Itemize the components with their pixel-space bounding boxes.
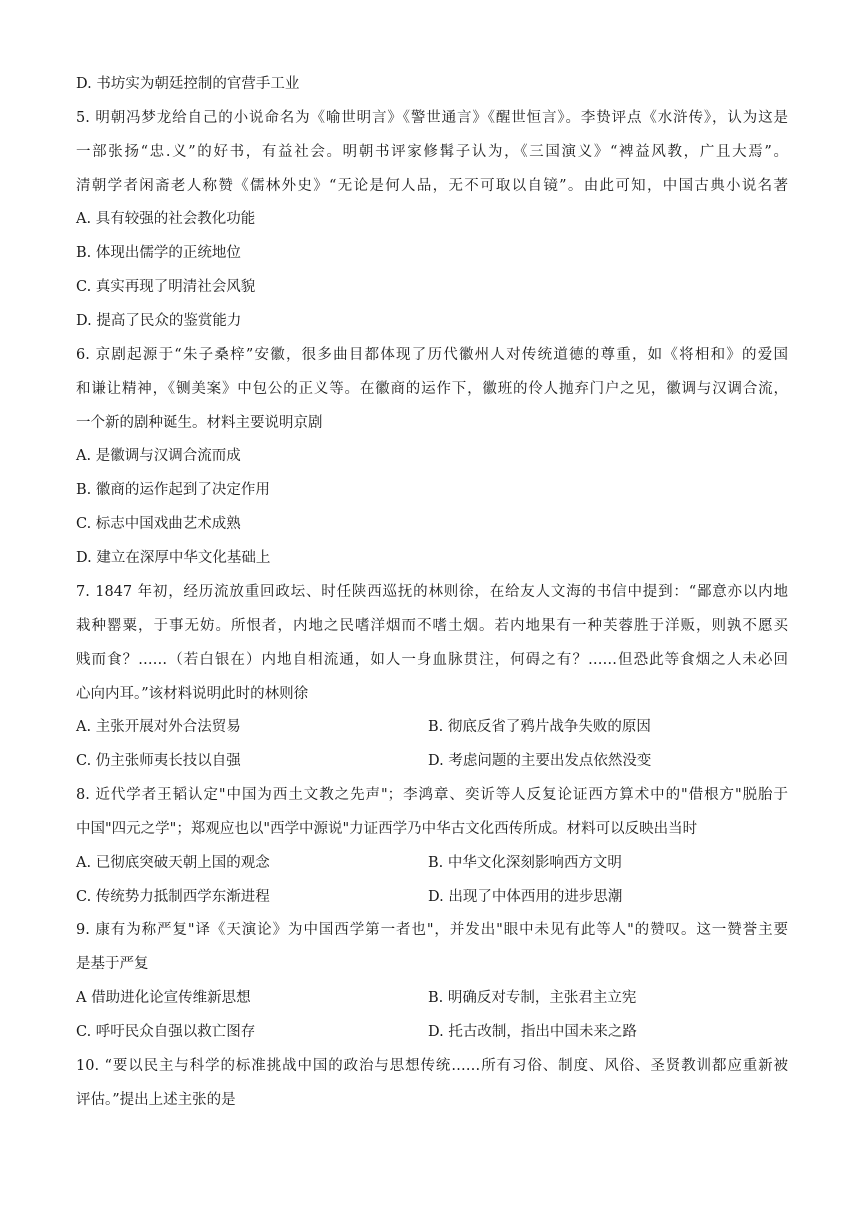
q7-option-d: D. 考虑问题的主要出发点依然没变 xyxy=(428,753,652,769)
q7-stem-line: 心向内耳。”该材料说明此时的林则徐 xyxy=(76,686,309,702)
q5-option-c: C. 真实再现了明清社会风貌 xyxy=(76,279,256,295)
q5-option-d: D. 提高了民众的鉴赏能力 xyxy=(76,313,242,329)
q5-stem-line: 5. 明朝冯梦龙给自己的小说命名为《喻世明言》《警世通言》《醒世恒言》。李贽评点《水浒传》，认为这是 xyxy=(76,110,788,126)
q9-stem-line: 是基于严复 xyxy=(76,956,149,972)
q7-option-b: B. 彻底反省了鸦片战争失败的原因 xyxy=(428,719,651,735)
q10-stem-line: 10. “要以民主与科学的标准挑战中国的政治与思想传统……所有习俗、制度、风俗、圣贤教训都应重新被 xyxy=(76,1058,788,1074)
q6-stem-line: 和谦让精神，《铡美案》中包公的正义等。在徽商的运作下，徽班的伶人抛弃门户之见，徽调与汉调合流， xyxy=(76,381,788,397)
q6-stem-line: 一个新的剧种诞生。材料主要说明京剧 xyxy=(76,415,323,431)
q7-stem-line: 贱而食？……（若白银在）内地自相流通，如人一身血脉贯注，何碍之有？……但恐此等食烟之人未必回 xyxy=(76,652,788,668)
q9-option-c: C. 呼吁民众自强以救亡图存 xyxy=(76,1024,256,1040)
q6-option-c: C. 标志中国戏曲艺术成熟 xyxy=(76,516,241,532)
q8-option-c: C. 传统势力抵制西学东渐进程 xyxy=(76,889,270,905)
q6-option-b: B. 徽商的运作起到了决定作用 xyxy=(76,482,270,498)
q5-stem-line: 一部张扬“忠.义”的好书，有益社会。明朝书评家修髯子认为，《三国演义》“裨益风教，广且大焉”。 xyxy=(76,144,788,160)
q8-option-b: B. 中华文化深刻影响西方文明 xyxy=(428,855,622,871)
q8-option-a: A. 已彻底突破天朝上国的观念 xyxy=(76,855,270,871)
q8-stem-line: 中国"四元之学"；郑观应也以"西学中源说"力证西学乃中华古文化西传所成。材料可以反映出当时 xyxy=(76,821,698,837)
q9-stem-line: 9. 康有为称严复"译《天演论》为中国西学第一者也"，并发出"眼中未见有此等人"的赞叹。这一赞誉主要 xyxy=(76,922,788,938)
q9-option-b: B. 明确反对专制，主张君主立宪 xyxy=(428,990,637,1006)
q5-option-b: B. 体现出儒学的正统地位 xyxy=(76,245,241,261)
q8-stem-line: 8. 近代学者王韬认定"中国为西土文教之先声"；李鸿章、奕䜣等人反复论证西方算术中的"借根方"脱胎于 xyxy=(76,787,788,803)
q7-option-c: C. 仍主张师夷长技以自强 xyxy=(76,753,241,769)
q8-option-d: D. 出现了中体西用的进步思潮 xyxy=(428,889,623,905)
q10-stem-line: 评估。”提出上述主张的是 xyxy=(76,1092,236,1108)
q7-stem-line: 7. 1847 年初，经历流放重回政坛、时任陕西巡抚的林则徐，在给友人文海的书信中提到：“鄙意亦以内地 xyxy=(76,584,788,600)
q5-stem-line: 清朝学者闲斋老人称赞《儒林外史》“无论是何人品，无不可取以自镜”。由此可知，中国古典小说名著 xyxy=(76,178,788,194)
q5-option-a: A. 具有较强的社会教化功能 xyxy=(76,211,256,227)
q6-option-a: A. 是徽调与汉调合流而成 xyxy=(76,448,241,464)
q6-stem-line: 6. 京剧起源于“朱子桑梓”安徽，很多曲目都体现了历代徽州人对传统道德的尊重，如《将相和》的爱国 xyxy=(76,347,788,363)
q9-option-d: D. 托古改制，指出中国未来之路 xyxy=(428,1024,637,1040)
q6-option-d: D. 建立在深厚中华文化基础上 xyxy=(76,550,271,566)
q9-option-a: A 借助进化论宣传维新思想 xyxy=(76,990,251,1006)
q4-option-d: D. 书坊实为朝廷控制的官营手工业 xyxy=(76,76,300,92)
q7-option-a: A. 主张开展对外合法贸易 xyxy=(76,719,241,735)
q7-stem-line: 栽种罂粟，于事无妨。所恨者，内地之民嗜洋烟而不嗜土烟。若内地果有一种芙蓉胜于洋贩，则孰不愿买 xyxy=(76,618,788,634)
